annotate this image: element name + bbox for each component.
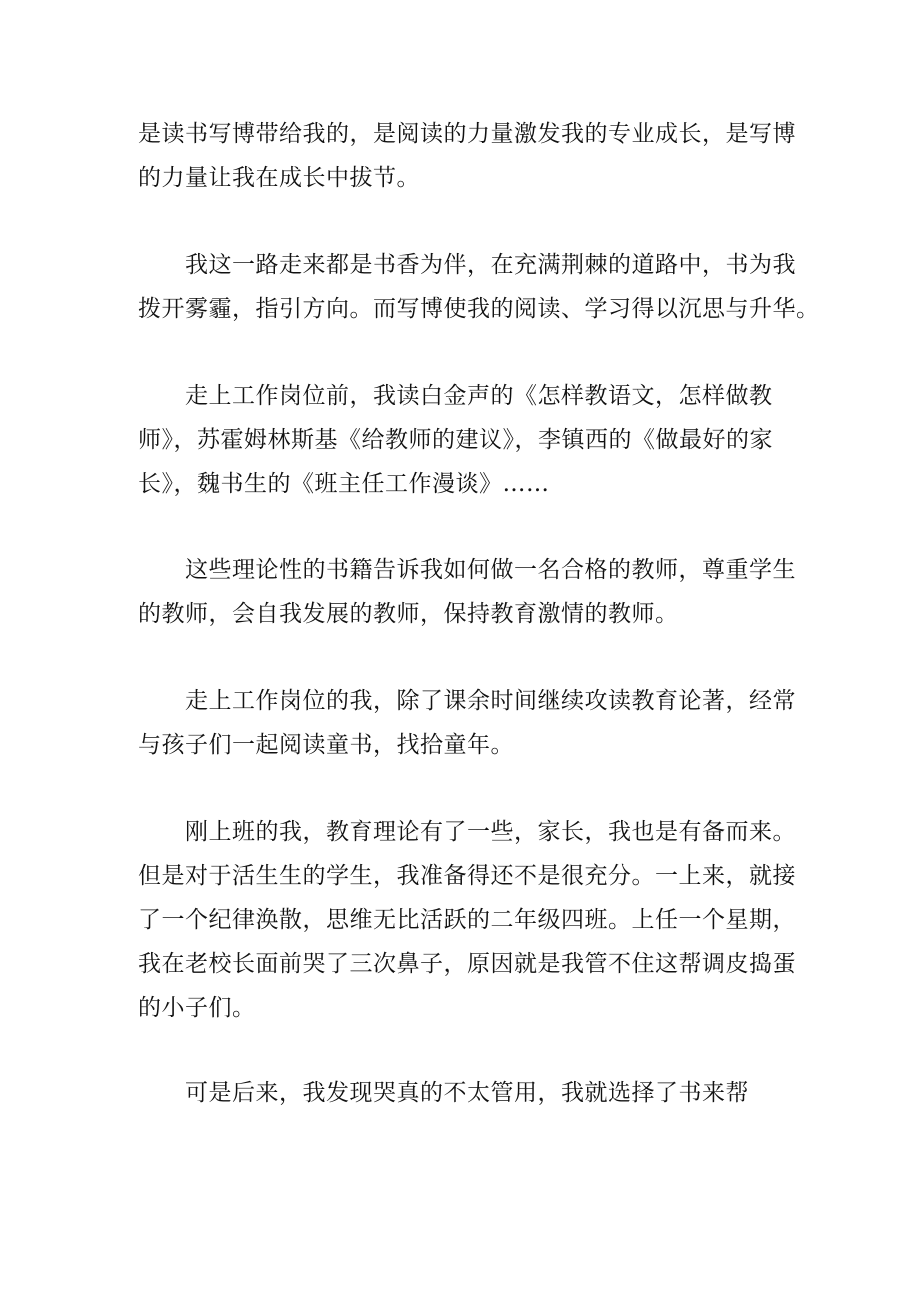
paragraph-line: 长》，魏书生的《班主任工作漫谈》……	[138, 471, 550, 497]
paragraph-5	[138, 679, 796, 767]
paragraph-line: 走上工作岗位的我，除了课余时间继续攻读教育论著，经常	[185, 688, 796, 714]
paragraph-4	[138, 548, 796, 636]
paragraph-line: 拨开雾霾，指引方向。而写博使我的阅读、学习得以沉思与升华。	[138, 296, 820, 322]
paragraph-2	[138, 243, 820, 331]
paragraph-7	[138, 1071, 788, 1115]
paragraph-line: 师》，苏霍姆林斯基《给教师的建议》，李镇西的《做最好的家	[138, 427, 773, 453]
paragraph-line: 是读书写博带给我的，是阅读的力量激发我的专业成长，是写博	[138, 121, 796, 147]
paragraph-line: 可是后来，我发现哭真的不太管用，我就选择了书来帮	[185, 1080, 749, 1106]
paragraph-line: 的力量让我在成长中拔节。	[138, 165, 420, 191]
paragraph-6	[138, 810, 796, 1030]
paragraph-line: 走上工作岗位前，我读白金声的《怎样教语文，怎样做教	[185, 383, 773, 409]
paragraph-3	[138, 374, 788, 506]
paragraph-1	[138, 112, 796, 200]
paragraph-line: 了一个纪律涣散，思维无比活跃的二年级四班。上任一个星期，	[138, 907, 796, 933]
paragraph-line: 我在老校长面前哭了三次鼻子，原因就是我管不住这帮调皮捣蛋	[138, 951, 796, 977]
paragraph-line: 刚上班的我，教育理论有了一些，家长，我也是有备而来。	[185, 819, 796, 845]
paragraph-line: 与孩子们一起阅读童书，找拾童年。	[138, 732, 514, 758]
paragraph-line: 的小子们。	[138, 995, 256, 1021]
paragraph-line: 的教师，会自我发展的教师，保持教育激情的教师。	[138, 601, 679, 627]
paragraph-line: 但是对于活生生的学生，我准备得还不是很充分。一上来，就接	[138, 863, 796, 889]
paragraph-line: 这些理论性的书籍告诉我如何做一名合格的教师，尊重学生	[185, 557, 796, 583]
paragraph-line: 我这一路走来都是书香为伴，在充满荆棘的道路中，书为我	[185, 252, 796, 278]
